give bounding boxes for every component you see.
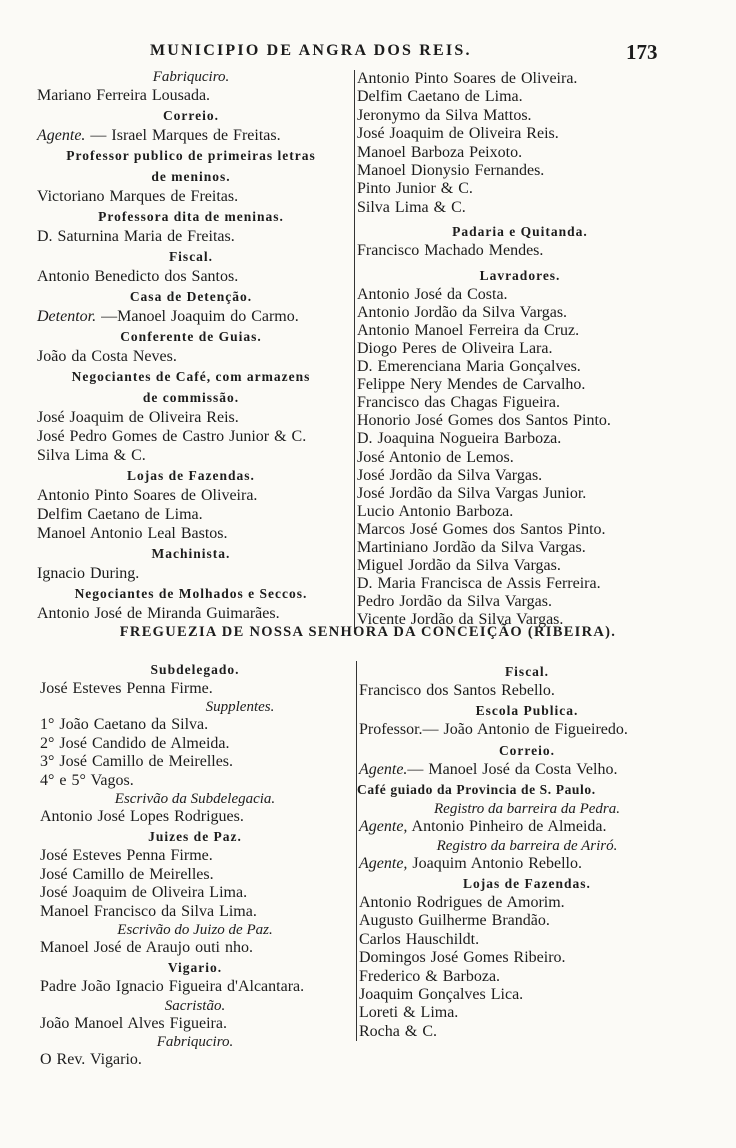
entry-name (355, 107, 685, 125)
subheading (40, 790, 350, 808)
entry-text: Francisco Machado Mendes. (357, 242, 544, 260)
entry-name (357, 721, 697, 739)
entry-name (37, 446, 345, 465)
section-heading (355, 221, 685, 242)
entry-text: Vigario. (167, 960, 223, 976)
entry-text: 4° e 5° Vagos. (40, 771, 134, 789)
entry-name (40, 1051, 350, 1069)
entry-text: Correio. (498, 742, 556, 758)
entry-name (37, 126, 345, 145)
entry-name (355, 199, 685, 217)
entry-name (355, 593, 685, 611)
entry-name (357, 912, 697, 930)
entry-text: D. Maria Francisca de Assis Ferreira. (357, 575, 601, 593)
entry-name (357, 818, 697, 836)
entry-text: Negociantes de Café, com armazens (71, 369, 311, 384)
section-heading (40, 826, 350, 847)
entry-name (355, 539, 685, 557)
entry-text: José Joaquim de Oliveira Lima. (40, 884, 248, 902)
entry-name (355, 180, 685, 198)
entry-name (355, 575, 685, 593)
entry-text: Antonio José Lopes Rodrigues. (40, 808, 244, 826)
entry-name (40, 1015, 350, 1033)
entry-text: Antonio Rodrigues de Amorim. (359, 894, 565, 912)
subheading (40, 997, 350, 1015)
entry-name (37, 604, 345, 623)
page-number: 173 (626, 40, 658, 64)
entry-name (40, 866, 350, 884)
section1-right-column (354, 70, 685, 629)
entry-text: Silva Lima & C. (37, 447, 146, 464)
entry-name (355, 70, 685, 88)
section-heading (37, 465, 345, 486)
section-heading (37, 326, 345, 347)
entry-text: Negociantes de Molhados e Seccos. (74, 586, 308, 601)
entry-name (37, 187, 345, 206)
entry-text: Juizes de Paz. (148, 829, 242, 845)
entry-text: Loreti & Lima. (359, 1004, 459, 1022)
entry-text: Delfim Caetano de Lima. (37, 506, 203, 523)
entry-text: Subdelegado. (150, 662, 240, 677)
entry-text: José Jordão da Silva Vargas. (357, 466, 543, 484)
entry-text: Pinto Junior & C. (357, 180, 473, 198)
entry-text: José Pedro Gomes de Castro Junior & C. (37, 428, 307, 445)
entry-text: Antonio Manoel Ferreira da Cruz. (357, 321, 580, 339)
entry-text: Silva Lima & C. (357, 198, 466, 216)
role-label: Agente, (359, 854, 408, 872)
entry-name (355, 340, 685, 358)
entry-text: Lucio Antonio Barboza. (357, 502, 514, 520)
entry-name (37, 564, 345, 583)
entry-text: Padre João Ignacio Figueira d'Alcantara. (40, 978, 305, 996)
entry-text: Victoriano Marques de Freitas. (37, 188, 239, 205)
entry-text: Escola Publica. (475, 703, 579, 719)
entry-text: O Rev. Vigario. (40, 1051, 142, 1069)
entry-text: Manoel Dionysio Fernandes. (357, 162, 545, 180)
role-label: Detentor. (37, 308, 97, 325)
entry-name (37, 505, 345, 524)
entry-text: Fabriquciro. (156, 1034, 234, 1051)
entry-name (355, 376, 685, 394)
entry-name (355, 503, 685, 521)
section-heading (37, 583, 345, 604)
entry-name (40, 753, 350, 771)
entry-text: 3° José Camillo de Meirelles. (40, 753, 234, 771)
entry-name (355, 322, 685, 340)
entry-text: Lojas de Fazendas. (463, 876, 591, 892)
entry-text: José Esteves Penna Firme. (40, 847, 213, 865)
section-heading (357, 700, 697, 721)
entry-text: José Joaquim de Oliveira Reis. (37, 409, 239, 426)
entry-text: Antonio Jordão da Silva Vargas. (357, 303, 568, 321)
entry-text: Diogo Peres de Oliveira Lara. (357, 339, 553, 357)
running-header: MUNICIPIO DE ANGRA DOS REIS. (150, 42, 472, 59)
entry-name (357, 968, 697, 986)
entry-name (37, 227, 345, 246)
entry-text: Antonio Pinto Soares de Oliveira. (37, 487, 258, 504)
entry-text: Antonio José de Miranda Guimarães. (37, 605, 280, 622)
entry-text: Sacristão. (164, 997, 226, 1014)
entry-name (357, 1023, 697, 1041)
entry-text: Escrivão da Subdelegacia. (114, 791, 276, 808)
entry-name (357, 931, 697, 949)
entry-name (355, 485, 685, 503)
entry-name (355, 394, 685, 412)
subheading (40, 1033, 350, 1051)
section-heading (40, 957, 350, 978)
entry-name (357, 949, 697, 967)
entry-text: Joaquim Antonio Rebello. (407, 854, 582, 872)
entry-name (355, 162, 685, 180)
entry-text: Conferente de Guias. (120, 329, 262, 344)
entry-text: —Manoel Joaquim do Carmo. (96, 308, 299, 325)
section-heading (37, 246, 345, 267)
section-heading (357, 740, 697, 761)
entry-name (355, 430, 685, 448)
entry-name (355, 521, 685, 539)
entry-name (37, 524, 345, 543)
entry-text: Antonio Pinheiro de Almeida. (407, 818, 607, 836)
subheading (357, 837, 697, 855)
role-label: Agente. (37, 127, 86, 144)
entry-text: Pedro Jordão da Silva Vargas. (357, 593, 552, 611)
subheading (37, 68, 345, 86)
entry-text: Registro da barreira da Pedra. (434, 801, 620, 818)
entry-text: Miguel Jordão da Silva Vargas. (357, 557, 561, 575)
entry-text: Antonio Benedicto dos Santos. (37, 268, 239, 285)
entry-text: D. Joaquina Nogueira Barboza. (357, 430, 562, 448)
entry-text: Supplentes. (205, 699, 275, 716)
section-heading (357, 873, 697, 894)
entry-name (355, 304, 685, 322)
entry-text: José Jordão da Silva Vargas Junior. (357, 484, 587, 502)
section-heading (37, 145, 345, 166)
role-label: Agente. (359, 760, 408, 778)
entry-text: Manoel Barboza Peixoto. (357, 143, 523, 161)
section-heading (37, 286, 345, 307)
entry-text: Professor publico de primeiras letras (66, 148, 316, 163)
entry-text: Honorio José Gomes dos Santos Pinto. (357, 412, 611, 430)
section2-right-column (356, 661, 697, 1041)
entry-text: Professor.— João Antonio de Figueiredo. (359, 721, 628, 739)
entry-text: Correio. (162, 108, 220, 123)
entry-name (40, 680, 350, 698)
section-heading (37, 366, 345, 387)
entry-text: Lavradores. (479, 267, 561, 283)
entry-name (357, 682, 697, 700)
entry-text: José Esteves Penna Firme. (40, 680, 213, 697)
section-heading (37, 105, 345, 126)
entry-name (355, 412, 685, 430)
section-heading (37, 543, 345, 564)
entry-text: Fiscal. (504, 664, 550, 679)
entry-name (37, 86, 345, 105)
section2-left-column (40, 659, 350, 1070)
entry-name (40, 978, 350, 996)
section-heading (37, 387, 345, 408)
entry-text: José Camillo de Meirelles. (40, 865, 214, 883)
section-title: FREGUEZIA DE NOSSA SENHORA DA CONCEIÇÃO (RIBEIRA). (119, 624, 617, 640)
subheading (357, 800, 697, 818)
entry-name (40, 903, 350, 921)
entry-name (355, 242, 685, 260)
entry-name (355, 358, 685, 376)
section-heading (357, 661, 697, 682)
subheading (40, 921, 350, 939)
section-heading (40, 659, 350, 680)
entry-text: Vicente Jordão da Silva Vargas. (357, 611, 564, 629)
entry-text: Francisco dos Santos Rebello. (359, 682, 555, 699)
subheading (40, 698, 350, 716)
entry-name (355, 125, 685, 143)
section1-left-column (37, 68, 345, 623)
entry-name (40, 847, 350, 865)
entry-text: D. Emerenciana Maria Gonçalves. (357, 358, 581, 376)
entry-text: Padaria e Quitanda. (452, 224, 588, 240)
entry-name (357, 986, 697, 1004)
entry-text: Lojas de Fazendas. (127, 468, 255, 483)
entry-text: Marcos José Gomes dos Santos Pinto. (357, 520, 606, 538)
entry-name (37, 267, 345, 286)
entry-text: Ignacio During. (37, 565, 140, 582)
entry-name (355, 557, 685, 575)
entry-text: João da Costa Neves. (37, 348, 177, 365)
entry-name (37, 307, 345, 326)
entry-name (357, 855, 697, 873)
entry-text: D. Saturnina Maria de Freitas. (37, 228, 235, 245)
entry-text: Antonio José da Costa. (357, 285, 508, 303)
entry-text: Rocha & C. (359, 1022, 437, 1040)
entry-text: Mariano Ferreira Lousada. (37, 87, 211, 104)
entry-text: 1° João Caetano da Silva. (40, 716, 209, 734)
entry-text: Manoel Francisco da Silva Lima. (40, 902, 257, 920)
entry-text: José Joaquim de Oliveira Reis. (357, 125, 559, 143)
section-heading (355, 265, 685, 286)
entry-text: Frederico & Barboza. (359, 967, 501, 985)
entry-text: Machinista. (151, 546, 231, 561)
entry-name (37, 486, 345, 505)
entry-text: João Manoel Alves Figueira. (40, 1014, 227, 1032)
entry-text: Joaquim Gonçalves Lica. (359, 986, 524, 1004)
entry-name (355, 449, 685, 467)
entry-name (40, 808, 350, 826)
section-heading (37, 206, 345, 227)
entry-text: Antonio Pinto Soares de Oliveira. (357, 70, 578, 87)
entry-name (355, 467, 685, 485)
entry-text: Café guiado da Provincia de S. Paulo. (357, 782, 596, 798)
entry-name (357, 761, 697, 779)
entry-text: Manoel Antonio Leal Bastos. (37, 525, 228, 542)
entry-text: Fiscal. (168, 249, 214, 264)
entry-text: — Israel Marques de Freitas. (85, 127, 281, 144)
entry-name (40, 884, 350, 902)
entry-text: Francisco das Chagas Figueira. (357, 394, 560, 412)
section-heading (357, 779, 697, 800)
entry-name (355, 144, 685, 162)
entry-name (37, 427, 345, 446)
entry-text: Carlos Hauschildt. (359, 930, 480, 948)
entry-name (37, 347, 345, 366)
entry-text: Fabriquciro. (152, 69, 230, 85)
section-heading (37, 166, 345, 187)
entry-text: Casa de Detenção. (129, 289, 253, 304)
entry-text: Delfim Caetano de Lima. (357, 88, 523, 106)
entry-name (357, 1004, 697, 1022)
entry-text: Professora dita de meninas. (98, 209, 284, 224)
entry-text: Domingos José Gomes Ribeiro. (359, 949, 566, 967)
entry-name (355, 286, 685, 304)
entry-text: de meninos. (151, 169, 231, 184)
entry-text: Martiniano Jordão da Silva Vargas. (357, 538, 586, 556)
entry-name (37, 408, 345, 427)
entry-name (355, 88, 685, 106)
entry-text: — Manoel José da Costa Velho. (407, 760, 618, 778)
entry-name (40, 772, 350, 790)
entry-text: José Antonio de Lemos. (357, 448, 514, 466)
entry-text: Felippe Nery Mendes de Carvalho. (357, 376, 586, 394)
entry-text: Registro da barreira de Ariró. (436, 837, 618, 854)
entry-name (40, 939, 350, 957)
entry-name (40, 735, 350, 753)
entry-text: Jeronymo da Silva Mattos. (357, 106, 532, 124)
role-label: Agente, (359, 818, 408, 836)
entry-name (40, 716, 350, 734)
entry-text: 2° José Candido de Almeida. (40, 734, 230, 752)
entry-text: de commissão. (142, 390, 240, 405)
entry-text: Escrivão do Juizo de Paz. (117, 922, 273, 939)
entry-name (357, 894, 697, 912)
entry-text: Augusto Guilherme Brandão. (359, 912, 550, 930)
entry-text: Manoel José de Araujo outi nho. (40, 939, 253, 957)
